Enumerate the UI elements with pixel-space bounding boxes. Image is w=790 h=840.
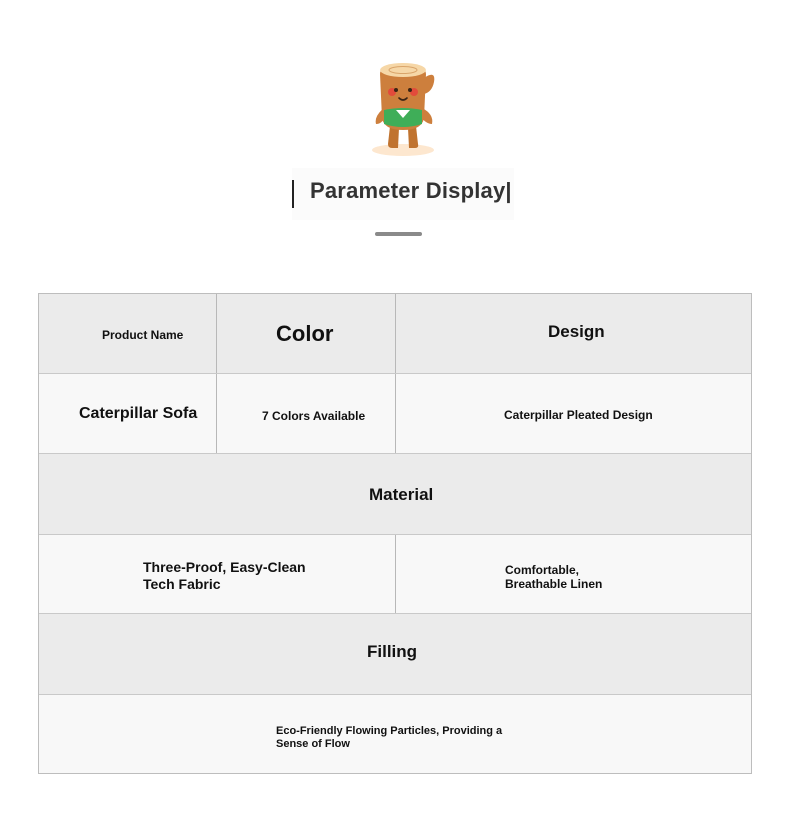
mascot-icon bbox=[366, 58, 440, 158]
page-title-block bbox=[292, 168, 514, 220]
header-filling: Filling bbox=[367, 642, 418, 661]
title-accent-bar bbox=[292, 180, 294, 208]
title-divider bbox=[375, 232, 422, 236]
table-row bbox=[39, 374, 751, 454]
table-cell bbox=[396, 294, 751, 373]
header-material: Material bbox=[369, 485, 434, 504]
table-cell bbox=[39, 374, 217, 453]
value-color: 7 Colors Available bbox=[262, 409, 366, 423]
table-cell bbox=[396, 374, 751, 453]
table-cell bbox=[396, 535, 751, 613]
value-product-name: Caterpillar Sofa bbox=[79, 405, 198, 422]
table-row bbox=[39, 695, 751, 773]
parameter-table bbox=[38, 293, 752, 774]
header-color: Color bbox=[276, 321, 334, 346]
value-design: Caterpillar Pleated Design bbox=[504, 408, 653, 422]
table-cell bbox=[39, 535, 396, 613]
table-cell bbox=[217, 374, 396, 453]
header-product-name: Product Name bbox=[102, 328, 184, 342]
header-design: Design bbox=[548, 322, 605, 341]
page-title: Parameter Display| bbox=[310, 178, 512, 203]
table-row bbox=[39, 535, 751, 614]
value-filling: Eco-Friendly Flowing Particles, Providing a Sense of Flow bbox=[276, 725, 503, 750]
value-material-2: Comfortable, Breathable Linen bbox=[505, 563, 603, 592]
table-row bbox=[39, 294, 751, 374]
table-row bbox=[39, 614, 751, 695]
table-row bbox=[39, 454, 751, 535]
table-cell bbox=[39, 294, 217, 373]
value-material-1: Three-Proof, Easy-Clean Tech Fabric bbox=[143, 559, 306, 592]
table-cell bbox=[217, 294, 396, 373]
